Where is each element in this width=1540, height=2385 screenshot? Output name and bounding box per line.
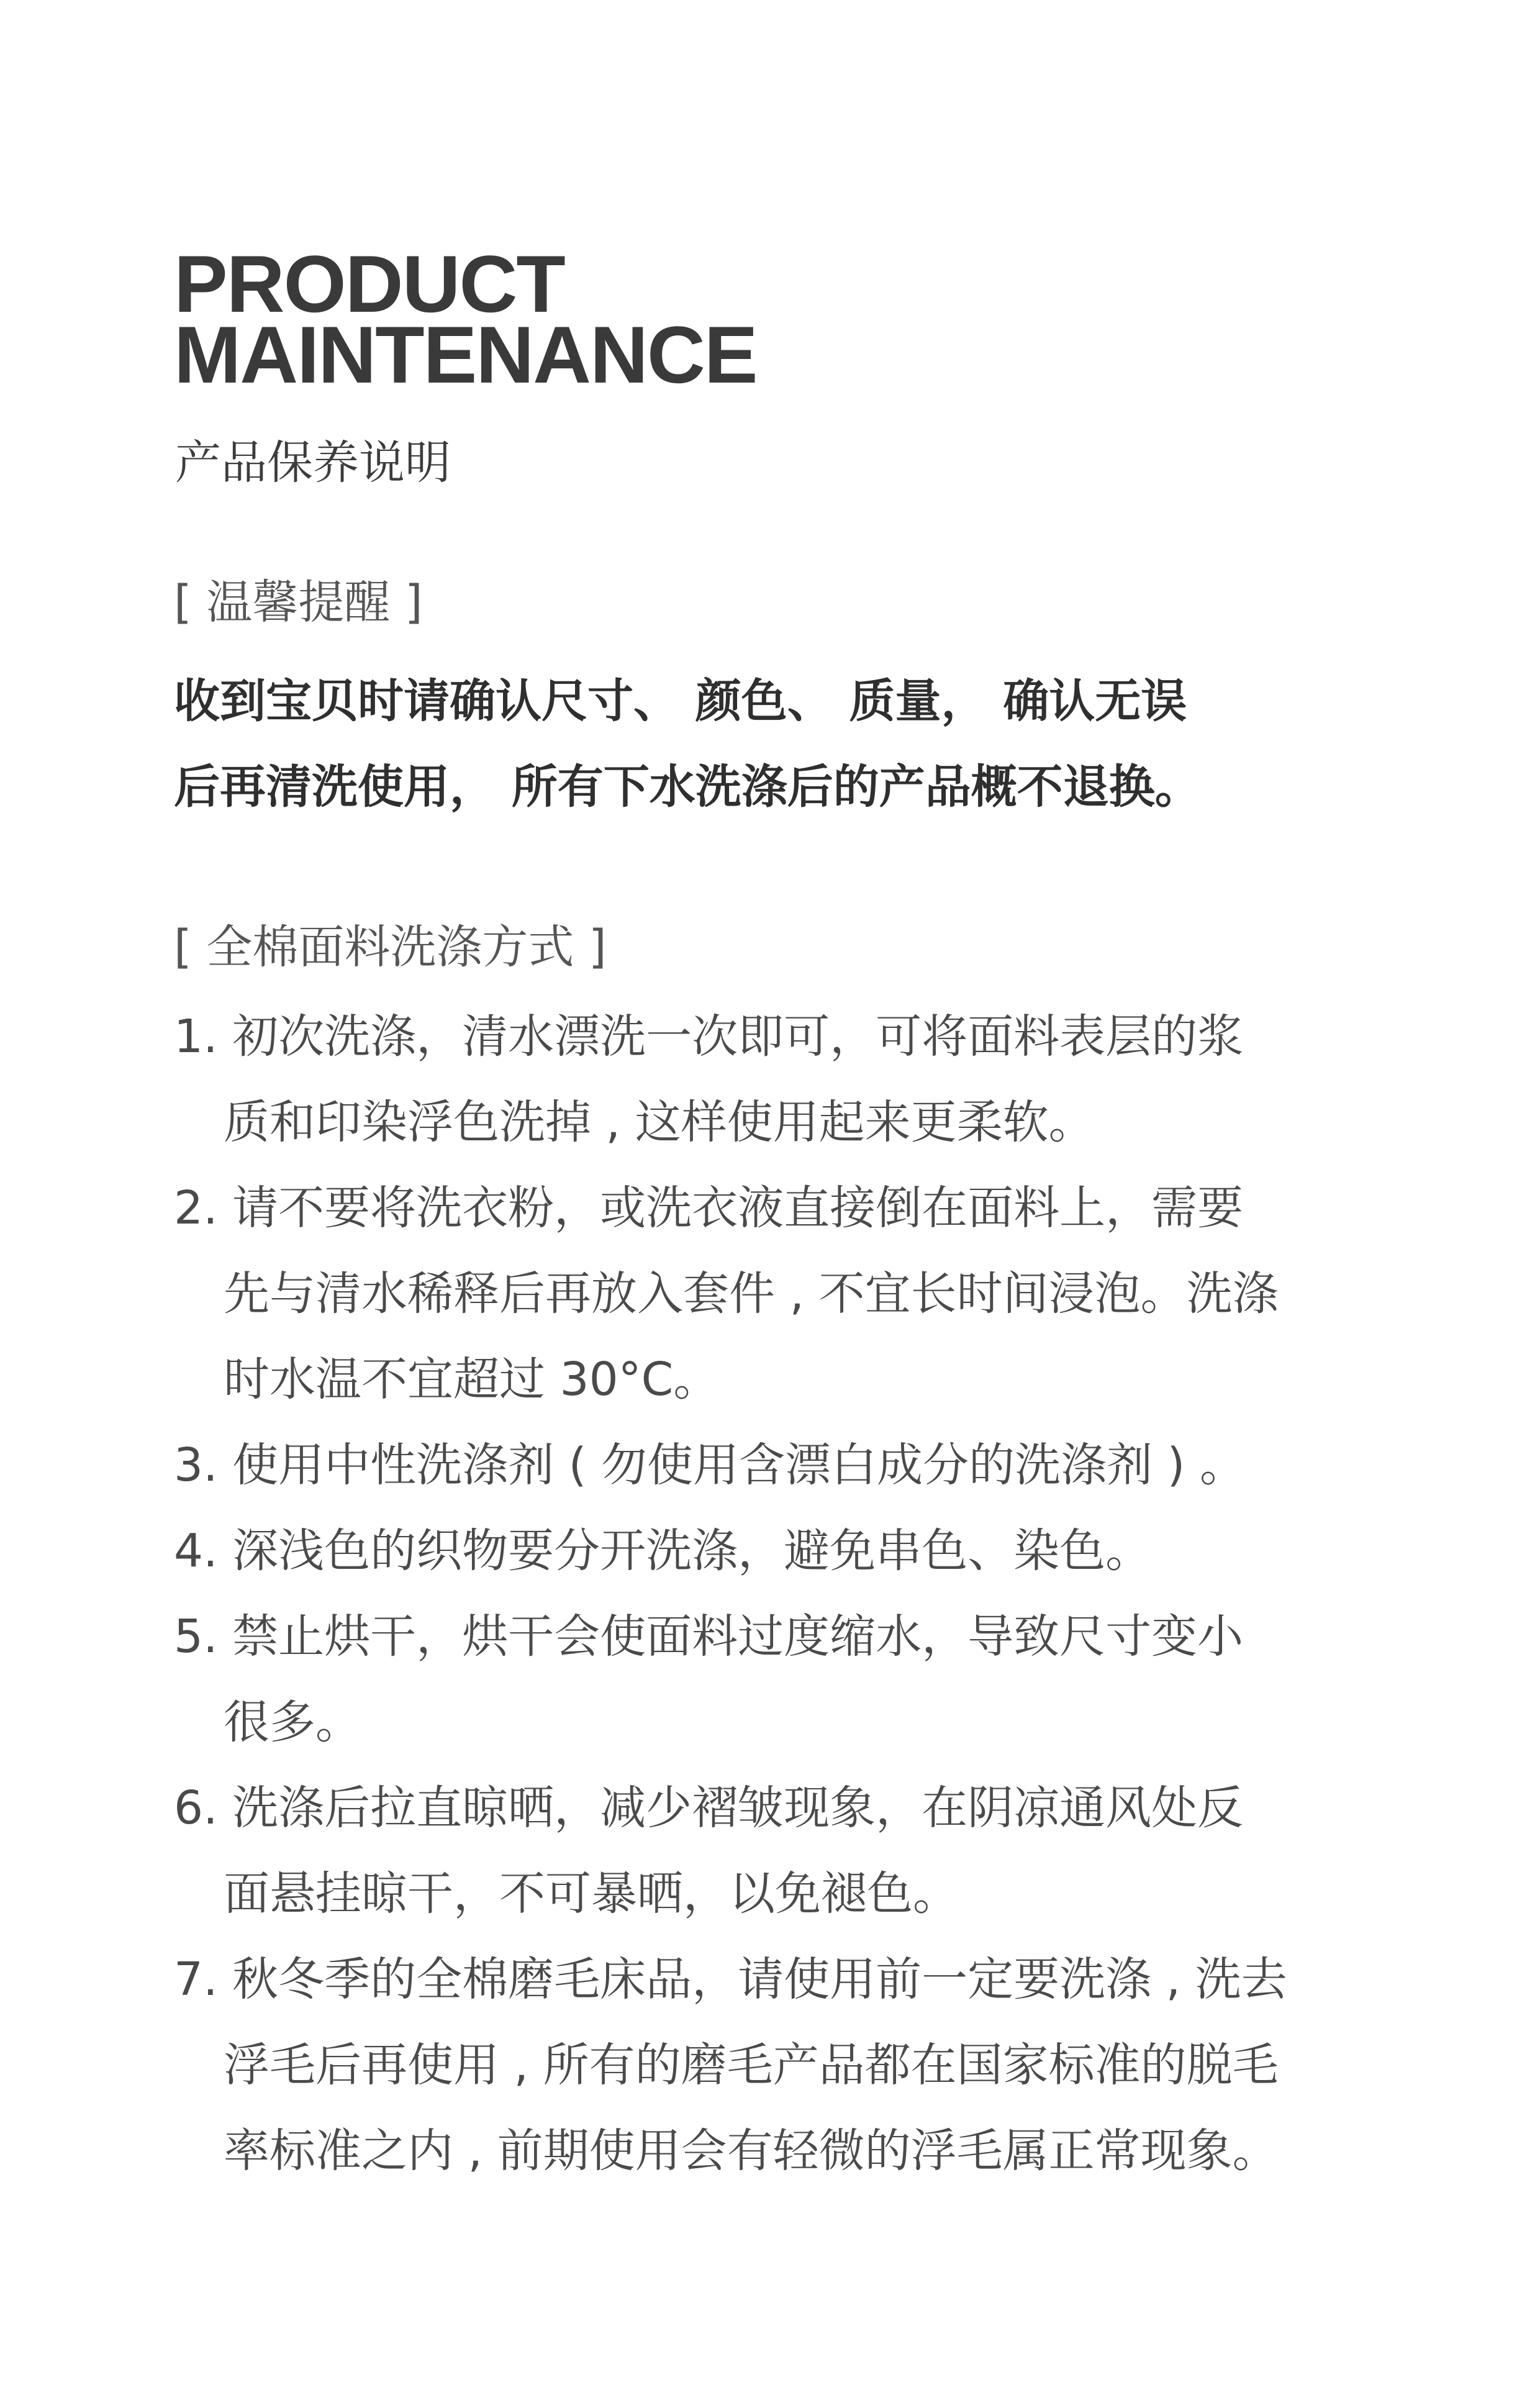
title-line-1: PRODUCT xyxy=(174,238,564,329)
page-title xyxy=(174,238,757,400)
list-item xyxy=(174,1508,1366,1594)
reminder-heading: [ 温馨提醒 ] xyxy=(174,576,423,629)
list-item-line: 6. 洗涤后拉直晾晒，减少褶皱现象，在阴凉通风处反 xyxy=(174,1781,1244,1835)
list-item xyxy=(174,1937,1366,2194)
list-item-line: 4. 深浅色的织物要分开洗涤，避免串色、染色。 xyxy=(174,1524,1152,1578)
list-item-line: 3. 使用中性洗涤剂 ( 勿使用含漂白成分的洗涤剂 ) 。 xyxy=(174,1438,1246,1492)
list-item-line: 先与清水稀释后再放入套件 , 不宜长时间浸泡。洗涤 xyxy=(224,1267,1279,1320)
list-item-line: 1. 初次洗涤，清水漂洗一次即可，可将面料表层的浆 xyxy=(174,1010,1244,1063)
list-item-line: 很多。 xyxy=(224,1696,361,1749)
list-item xyxy=(174,1422,1366,1508)
reminder-line: 收到宝贝时请确认尺寸、 颜色、 质量， 确认无误 xyxy=(174,675,1187,728)
list-item-line: 浮毛后再使用 , 所有的磨毛产品都在国家标准的脱毛 xyxy=(224,2038,1279,2092)
reminder-text xyxy=(174,658,1354,830)
list-item-line: 7. 秋冬季的全棉磨毛床品，请使用前一定要洗涤 , 洗去 xyxy=(174,1953,1287,2006)
list-item-line: 率标准之内 , 前期使用会有轻微的浮毛属正常现象。 xyxy=(224,2124,1279,2178)
list-item-line: 2. 请不要将洗衣粉，或洗衣液直接倒在面料上，需要 xyxy=(174,1181,1244,1235)
page-subtitle: 产品保养说明 xyxy=(175,436,451,489)
reminder-line: 后再清洗使用， 所有下水洗涤后的产品概不退换。 xyxy=(174,760,1201,814)
list-item-line: 面悬挂晾干，不可暴晒，以免褪色。 xyxy=(224,1867,959,1920)
washing-instructions-list xyxy=(174,994,1366,2194)
list-item xyxy=(174,1594,1366,1765)
list-item-line: 时水温不宜超过 30°C。 xyxy=(224,1353,720,1406)
list-item-line: 质和印染浮色洗掉 , 这样使用起来更柔软。 xyxy=(224,1096,1095,1149)
list-item xyxy=(174,1165,1366,1422)
list-item xyxy=(174,1765,1366,1937)
title-line-2: MAINTENANCE xyxy=(174,309,757,400)
washing-heading: [ 全棉面料洗涤方式 ] xyxy=(174,920,607,974)
list-item xyxy=(174,994,1366,1165)
list-item-line: 5. 禁止烘干，烘干会使面料过度缩水，导致尺寸变小 xyxy=(174,1610,1244,1663)
